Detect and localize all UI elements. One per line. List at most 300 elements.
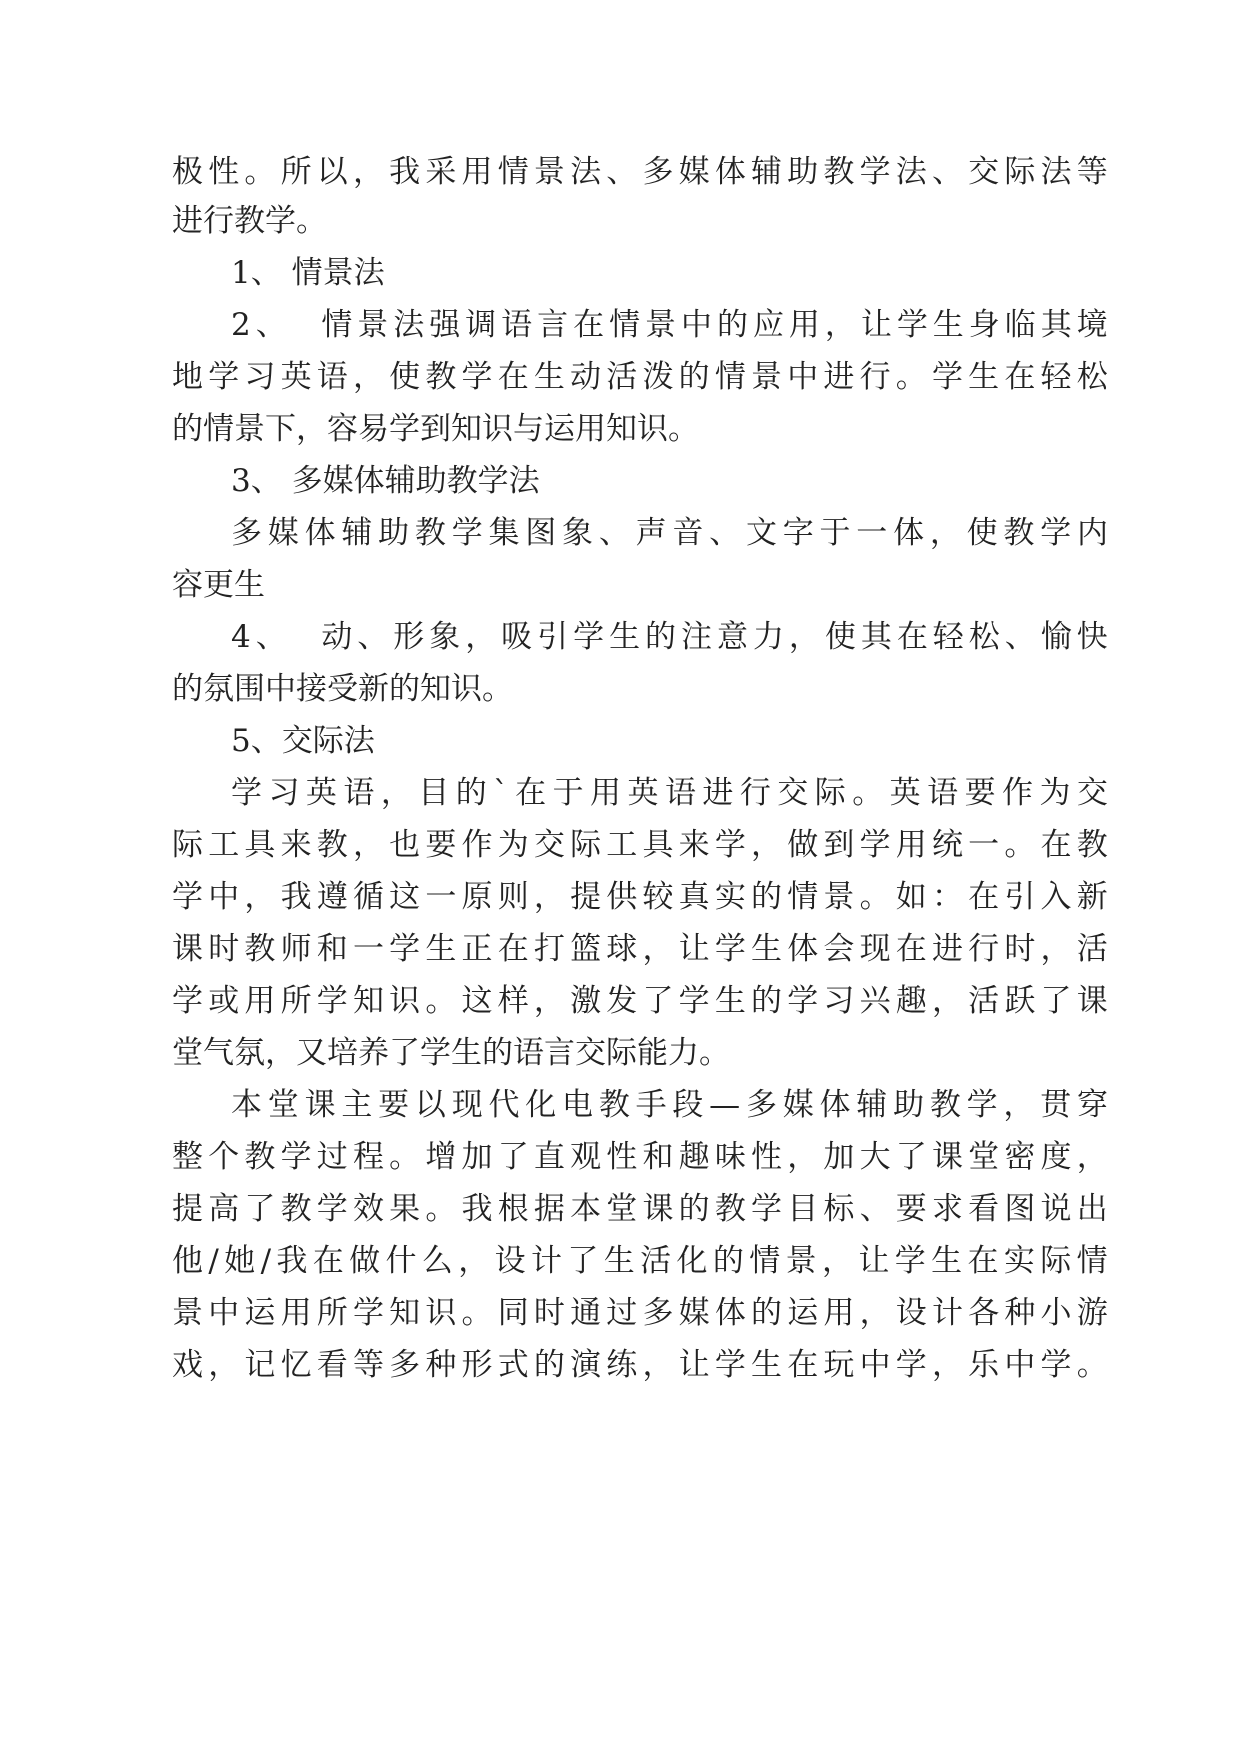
glyph	[292, 617, 302, 657]
glyph: 意	[716, 619, 748, 655]
glyph: 他	[172, 1243, 203, 1279]
glyph: 了	[497, 1139, 529, 1175]
glyph: 英	[280, 359, 312, 395]
glyph: 发	[606, 983, 638, 1019]
glyph: 运	[787, 1295, 819, 1331]
glyph: 多	[231, 515, 262, 551]
glyph: 中	[208, 1295, 240, 1331]
glyph: 在	[497, 931, 529, 967]
glyph: 小	[1040, 1295, 1072, 1331]
glyph: 课	[642, 1191, 674, 1227]
glyph: 这	[389, 879, 421, 915]
glyph: 音	[672, 515, 704, 551]
glyph: 具	[642, 827, 674, 863]
glyph: 辅	[751, 154, 782, 190]
glyph: 学	[461, 359, 493, 395]
glyph: 实	[714, 879, 746, 915]
glyph: 密	[1004, 1139, 1036, 1175]
glyph: 作	[1002, 775, 1034, 811]
glyph: 主	[341, 1087, 373, 1123]
glyph: 。	[852, 775, 884, 811]
glyph: 、	[255, 619, 287, 655]
glyph: 用	[280, 1295, 312, 1331]
glyph: 识	[389, 983, 421, 1019]
glyph: 学	[1040, 1347, 1072, 1383]
glyph: 演	[570, 1347, 602, 1383]
glyph: 使	[966, 515, 998, 551]
glyph: 生	[968, 359, 1000, 395]
glyph: 习	[268, 775, 300, 811]
glyph: 形	[461, 1347, 493, 1383]
glyph: 际	[1004, 154, 1036, 190]
glyph: 媒	[678, 154, 710, 190]
glyph: 循	[352, 879, 384, 915]
glyph: 中	[787, 359, 819, 395]
glyph: 引	[537, 619, 569, 655]
glyph: ，	[642, 1347, 674, 1383]
glyph: 提	[570, 879, 602, 915]
glyph: 度	[1040, 1139, 1072, 1175]
glyph: ，	[208, 1347, 240, 1383]
glyph: 说	[1040, 1191, 1072, 1227]
glyph: 设	[494, 1243, 526, 1279]
glyph: 于	[552, 775, 584, 811]
glyph: 了	[1040, 983, 1072, 1019]
glyph: 。	[244, 154, 276, 190]
text-line	[172, 825, 1108, 865]
glyph: 学	[714, 1347, 746, 1383]
glyph: 使	[389, 359, 421, 395]
glyph: 统	[931, 827, 963, 863]
glyph: 的	[751, 879, 782, 915]
text-line: 进行教学。	[172, 203, 327, 239]
glyph: 求	[931, 1191, 963, 1227]
glyph: 课	[1076, 983, 1108, 1019]
glyph: 为	[497, 827, 529, 863]
glyph: ，	[458, 1243, 490, 1279]
glyph: 英	[889, 775, 921, 811]
glyph: ，	[931, 1347, 963, 1383]
glyph: 在	[1040, 827, 1072, 863]
glyph: 性	[751, 1139, 782, 1175]
text-line	[172, 877, 1108, 917]
glyph: 时	[533, 1295, 565, 1331]
glyph: 媒	[267, 515, 299, 551]
glyph: 学	[573, 619, 605, 655]
glyph: 来	[678, 827, 710, 863]
glyph: 程	[352, 1139, 384, 1175]
glyph: 情	[497, 154, 529, 190]
glyph: 学	[316, 983, 348, 1019]
glyph: 教	[714, 1191, 746, 1227]
glyph: 言	[537, 307, 569, 343]
glyph: 课	[304, 1087, 336, 1123]
glyph: ，	[642, 931, 674, 967]
glyph: 活	[606, 359, 638, 395]
glyph: 学	[316, 1191, 348, 1227]
glyph: 增	[425, 1139, 457, 1175]
glyph: 本	[231, 1087, 262, 1123]
glyph: 教	[414, 515, 446, 551]
glyph: 会	[823, 931, 855, 967]
text-line	[231, 773, 1108, 813]
glyph: 象	[562, 515, 594, 551]
glyph: 现	[451, 1087, 483, 1123]
glyph: 习	[244, 359, 276, 395]
glyph: 体	[893, 515, 925, 551]
glyph: 进	[823, 359, 855, 395]
glyph: 学	[451, 515, 483, 551]
glyph: 情	[714, 359, 746, 395]
glyph: 目	[787, 1191, 819, 1227]
text-line	[172, 357, 1108, 397]
glyph: 快	[1076, 619, 1108, 655]
glyph: 教	[244, 1139, 276, 1175]
glyph: 记	[244, 1347, 276, 1383]
glyph: 助	[787, 154, 819, 190]
glyph: 生	[609, 619, 641, 655]
glyph: 的	[751, 1295, 782, 1331]
glyph: 用	[244, 983, 276, 1019]
glyph: 教	[425, 359, 457, 395]
glyph: 、	[598, 515, 630, 551]
glyph: 篮	[570, 931, 602, 967]
text-line	[231, 617, 1108, 657]
glyph: 各	[968, 1295, 1000, 1331]
glyph: 供	[606, 879, 638, 915]
glyph: 游	[1076, 1295, 1108, 1331]
glyph: 所	[280, 983, 312, 1019]
glyph: 学	[787, 983, 819, 1019]
glyph: 调	[465, 307, 497, 343]
glyph: 体	[714, 1295, 746, 1331]
glyph: 整	[172, 1139, 203, 1175]
glyph: 作	[461, 827, 493, 863]
glyph: 要	[964, 775, 996, 811]
glyph: 以	[316, 154, 348, 190]
glyph: 情	[749, 1243, 781, 1279]
glyph: 入	[1040, 879, 1072, 915]
glyph: 助	[893, 1087, 925, 1123]
glyph: 生	[751, 1347, 782, 1383]
glyph: 、	[709, 515, 741, 551]
glyph: 做	[349, 1243, 381, 1279]
text-line: 的情景下，容易学到知识与运用知识。	[172, 411, 699, 447]
glyph: 力	[752, 619, 784, 655]
text-line	[172, 1137, 1108, 1177]
glyph: 学	[894, 1243, 926, 1279]
glyph: 在	[497, 359, 529, 395]
glyph: ，	[787, 1139, 819, 1175]
glyph: 为	[1039, 775, 1071, 811]
glyph: 中	[859, 1347, 891, 1383]
glyph: 生	[932, 307, 964, 343]
text-line	[231, 513, 1108, 553]
glyph: 提	[172, 1191, 203, 1227]
glyph: 这	[461, 983, 493, 1019]
glyph: 、	[1004, 619, 1036, 655]
text-line: 容更生	[172, 567, 265, 603]
glyph: 语	[927, 775, 959, 811]
glyph: 体	[714, 154, 746, 190]
glyph: 打	[533, 931, 565, 967]
glyph: 其	[1040, 307, 1072, 343]
glyph: 教	[929, 1087, 961, 1123]
glyph: 所	[280, 154, 312, 190]
glyph: 交	[777, 775, 809, 811]
glyph: 多	[642, 1295, 674, 1331]
glyph: 味	[714, 1139, 746, 1175]
glyph: 多	[745, 1087, 777, 1123]
glyph: 练	[606, 1347, 638, 1383]
glyph: 学	[895, 1347, 927, 1383]
glyph: —	[709, 1087, 741, 1123]
glyph: 辅	[856, 1087, 888, 1123]
glyph: 贯	[1040, 1087, 1072, 1123]
glyph: 注	[681, 619, 713, 655]
glyph: 。	[425, 983, 457, 1019]
glyph: 个	[208, 1139, 240, 1175]
glyph: 极	[172, 154, 203, 190]
glyph: 际	[570, 827, 602, 863]
glyph: 交	[533, 827, 565, 863]
glyph: 情	[1076, 1243, 1108, 1279]
glyph: 工	[208, 827, 240, 863]
text-line: 1、 情景法	[231, 255, 385, 291]
glyph: ，	[352, 359, 384, 395]
glyph: 化	[676, 1243, 708, 1279]
glyph: 用	[590, 775, 622, 811]
glyph: 如	[895, 879, 927, 915]
glyph: 语	[501, 307, 533, 343]
glyph: 图	[525, 515, 557, 551]
glyph: ，	[931, 983, 963, 1019]
text-line	[172, 1345, 1108, 1385]
text-line	[172, 929, 1108, 969]
glyph: 正	[461, 931, 493, 967]
glyph: 。	[425, 1191, 457, 1227]
glyph: 行	[859, 359, 891, 395]
glyph: 行	[739, 775, 771, 811]
glyph: 体	[304, 515, 336, 551]
glyph: 习	[823, 983, 855, 1019]
glyph: 图	[1004, 1191, 1036, 1227]
glyph: 轻	[932, 619, 964, 655]
glyph: 、	[606, 154, 638, 190]
glyph: 了	[895, 1139, 927, 1175]
glyph: 。	[859, 879, 891, 915]
glyph: 行	[968, 931, 1000, 967]
glyph: 乐	[968, 1347, 1000, 1383]
glyph: 了	[567, 1243, 599, 1279]
glyph: 景	[823, 879, 855, 915]
glyph: 的	[533, 1347, 565, 1383]
glyph: 现	[859, 931, 891, 967]
glyph: 的	[455, 775, 487, 811]
glyph: 来	[280, 827, 312, 863]
glyph: ，	[244, 879, 276, 915]
glyph: 让	[678, 1347, 710, 1383]
glyph: 标	[823, 1191, 855, 1227]
glyph: 体	[787, 931, 819, 967]
glyph: 情	[609, 307, 641, 343]
glyph: 在	[573, 307, 605, 343]
glyph: 识	[425, 1295, 457, 1331]
glyph: 学	[931, 359, 963, 395]
glyph: 知	[389, 1295, 421, 1331]
glyph: 师	[280, 931, 312, 967]
text-line: 5、交际法	[231, 723, 375, 759]
glyph: 了	[244, 1191, 276, 1227]
glyph: 学	[714, 827, 746, 863]
glyph: ，	[859, 1295, 891, 1331]
glyph: 在	[895, 931, 927, 967]
glyph: 的	[716, 307, 748, 343]
glyph: 让	[678, 931, 710, 967]
glyph: 交	[968, 154, 1000, 190]
glyph: 生	[533, 359, 565, 395]
glyph: ，	[380, 775, 412, 811]
glyph: 让	[858, 1243, 890, 1279]
glyph: 引	[1004, 879, 1036, 915]
glyph: 字	[782, 515, 814, 551]
glyph: 所	[316, 1295, 348, 1331]
glyph: 原	[461, 879, 493, 915]
glyph: 也	[389, 827, 421, 863]
glyph: 目	[418, 775, 450, 811]
glyph: 以	[414, 1087, 446, 1123]
glyph: 。	[461, 1295, 493, 1331]
glyph: 玩	[823, 1347, 855, 1383]
glyph: 应	[752, 307, 784, 343]
glyph: 果	[389, 1191, 421, 1227]
glyph: 教	[316, 827, 348, 863]
glyph: 知	[352, 983, 384, 1019]
glyph: 真	[678, 879, 710, 915]
glyph: 的	[712, 1243, 744, 1279]
glyph: 多	[642, 154, 674, 190]
glyph: 学	[859, 827, 891, 863]
glyph: 过	[316, 1139, 348, 1175]
glyph: ：	[931, 879, 963, 915]
glyph: 松	[968, 619, 1000, 655]
glyph: 进	[931, 931, 963, 967]
glyph: 她	[224, 1243, 256, 1279]
glyph: 学	[966, 1087, 998, 1123]
glyph: 临	[1004, 307, 1036, 343]
glyph: 据	[533, 1191, 565, 1227]
glyph: 用	[823, 1295, 855, 1331]
glyph: 教	[1003, 515, 1035, 551]
glyph: 泼	[642, 359, 674, 395]
glyph: 景	[533, 154, 565, 190]
glyph: 声	[635, 515, 667, 551]
glyph: 直	[533, 1139, 565, 1175]
text-line	[231, 1085, 1108, 1125]
glyph: 教	[244, 931, 276, 967]
glyph: 课	[172, 931, 203, 967]
glyph: 计	[531, 1243, 563, 1279]
text-line: 堂气氛，又培养了学生的语言交际能力。	[172, 1035, 730, 1071]
glyph: 动	[570, 359, 602, 395]
glyph: 代	[488, 1087, 520, 1123]
glyph: 法	[895, 154, 927, 190]
glyph: 做	[787, 827, 819, 863]
glyph: 英	[627, 775, 659, 811]
glyph: 其	[860, 619, 892, 655]
glyph: 一	[856, 515, 888, 551]
glyph: 轻	[1040, 359, 1072, 395]
glyph: 在	[968, 879, 1000, 915]
glyph: 种	[1004, 1295, 1036, 1331]
glyph: 进	[702, 775, 734, 811]
glyph: 堂	[968, 1139, 1000, 1175]
glyph: 的	[751, 983, 782, 1019]
glyph: 等	[1076, 154, 1108, 190]
glyph: 学	[231, 775, 262, 811]
glyph: 计	[931, 1295, 963, 1331]
glyph: 情	[787, 879, 819, 915]
glyph: 本	[570, 1191, 602, 1227]
glyph: 效	[352, 1191, 384, 1227]
glyph: ，	[465, 619, 497, 655]
glyph: ，	[352, 154, 384, 190]
glyph: 在	[1004, 359, 1036, 395]
glyph: 松	[1076, 359, 1108, 395]
text-line	[172, 1293, 1108, 1333]
glyph: 景	[172, 1295, 203, 1331]
text-line: 的氛围中接受新的知识。	[172, 671, 513, 707]
glyph: 新	[1076, 879, 1108, 915]
glyph: 地	[172, 359, 203, 395]
glyph: /	[208, 1243, 219, 1279]
glyph: 忆	[280, 1347, 312, 1383]
glyph: 学	[678, 983, 710, 1019]
glyph: 景	[785, 1243, 817, 1279]
glyph: 中	[208, 879, 240, 915]
glyph: 么	[421, 1243, 453, 1279]
glyph: 际	[1040, 1243, 1072, 1279]
glyph: 于	[819, 515, 851, 551]
glyph: 强	[429, 307, 461, 343]
glyph: 观	[570, 1139, 602, 1175]
glyph: `	[493, 775, 509, 811]
glyph: ，	[1076, 1139, 1108, 1175]
glyph: 。	[1076, 1347, 1108, 1383]
glyph: 中	[1004, 1347, 1036, 1383]
glyph: 教	[1076, 827, 1108, 863]
glyph: 我	[280, 879, 312, 915]
glyph: 助	[378, 515, 410, 551]
glyph: 辅	[341, 515, 373, 551]
glyph: 身	[968, 307, 1000, 343]
glyph: 一	[352, 931, 384, 967]
glyph: 生	[603, 1243, 635, 1279]
glyph: 学	[859, 154, 891, 190]
glyph: 一	[425, 879, 457, 915]
glyph: 则	[497, 879, 529, 915]
glyph: 较	[642, 879, 674, 915]
glyph: 大	[859, 1139, 891, 1175]
glyph: 工	[606, 827, 638, 863]
glyph: 种	[425, 1347, 457, 1383]
glyph: 我	[461, 1191, 493, 1227]
glyph: 形	[393, 619, 425, 655]
glyph: 生	[931, 1243, 963, 1279]
glyph: ，	[824, 307, 856, 343]
glyph: 兴	[859, 983, 891, 1019]
glyph: 景	[357, 307, 389, 343]
